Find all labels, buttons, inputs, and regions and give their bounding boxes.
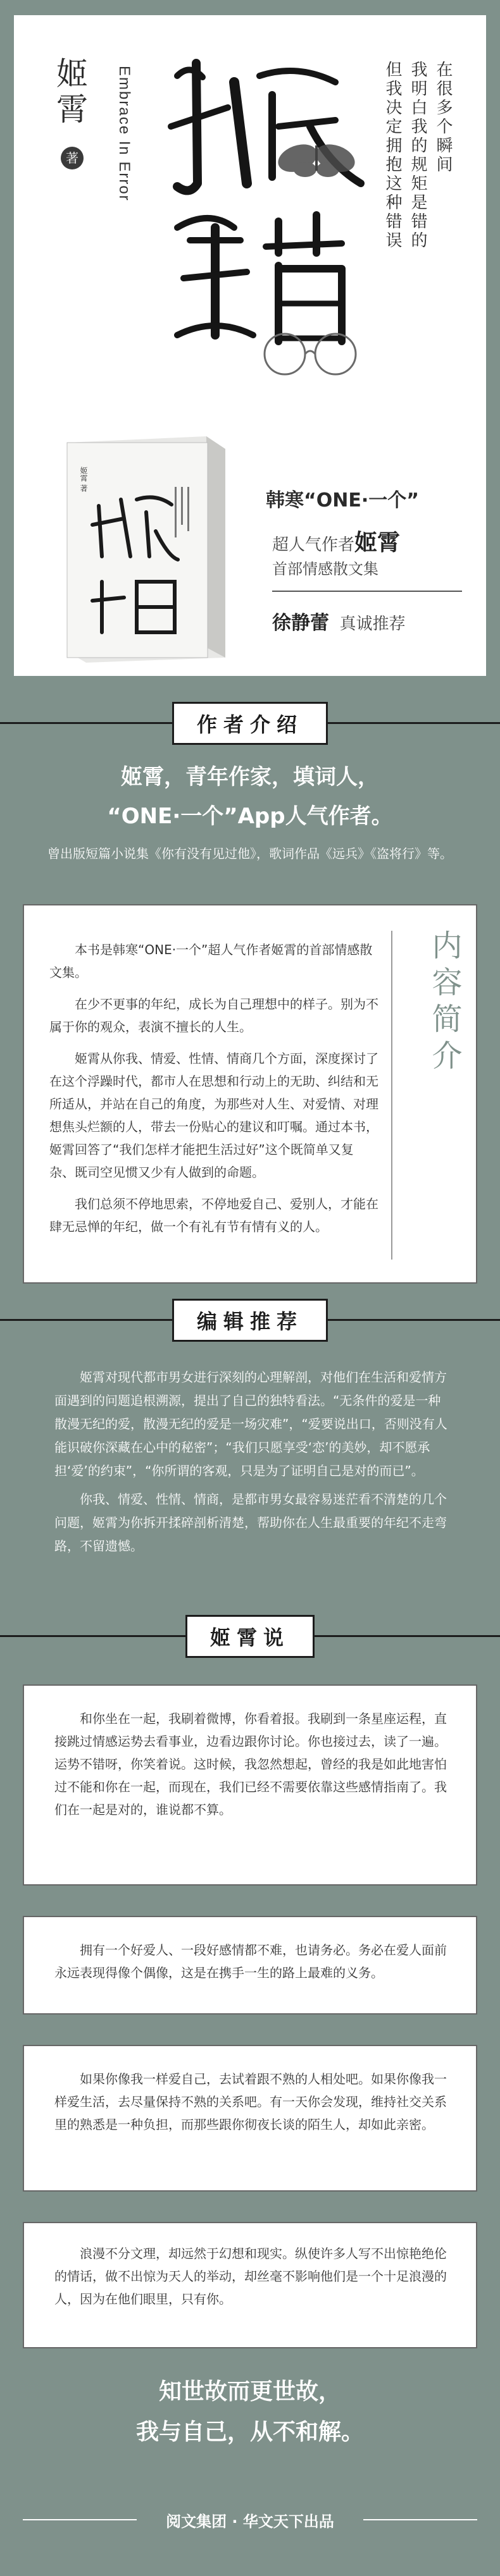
english-title: Embrace In Error bbox=[116, 66, 133, 202]
author-works: 曾出版短篇小说集《你有没有见过他》，歌词作品《远兵》《盗将行》等。 bbox=[47, 846, 453, 861]
tagline-two bbox=[272, 525, 400, 557]
intro-paragraph: 本书是韩寒“ONE·一个”超人气作者姬霄的首部情感散文集。 bbox=[49, 942, 373, 980]
section-title: 编辑推荐 bbox=[172, 1299, 328, 1342]
intro-divider bbox=[391, 931, 392, 1260]
section-title: 作者介绍 bbox=[172, 702, 328, 745]
quote-card bbox=[23, 1916, 477, 2015]
ending-slogan-line2: 我与自己，从不和解。 bbox=[135, 2419, 364, 2445]
quote-body bbox=[54, 2242, 448, 2319]
tagline-prefix: 超人气作者 bbox=[272, 536, 355, 555]
quote-text: 和你坐在一起，我刷着微博，你看着报。我刷到一条星座运程，直接跳过情感运势去看事业，边看边跟你讨论。你也接过去，读了一遍。运势不错呀，你笑着说。这时候，我忽然想起，曾经的我是如此地害怕过不能和你在一起，而现在，我们已经不需要依靠这些感情指南了。我们在一起是对的，谁说都不算。 bbox=[54, 1711, 447, 1817]
quotes-section-header bbox=[0, 1611, 500, 1662]
author-intro-line2: “ONE·一个”App人气作者。 bbox=[107, 804, 393, 829]
editor-text bbox=[54, 1366, 448, 1563]
footer-rule-right bbox=[363, 2519, 477, 2520]
tagline-one: 韩寒“ONE·一个” bbox=[266, 489, 419, 512]
editor-section-header bbox=[0, 1295, 500, 1346]
book-cover-author: 姬霄 著 bbox=[79, 467, 88, 492]
author-intro-line1: 姬霄，青年作家，填词人， bbox=[121, 764, 379, 790]
intro-text bbox=[49, 938, 378, 1247]
recommender-text: 真诚推荐 bbox=[339, 615, 406, 634]
author-badge: 著 bbox=[61, 147, 84, 169]
author-section-header bbox=[0, 698, 500, 749]
quote-card bbox=[23, 2222, 477, 2348]
tagline-author: 姬霄 bbox=[354, 530, 401, 556]
poem-line: 但我决定拥抱这种错误 bbox=[383, 61, 402, 250]
hero-poem bbox=[380, 61, 456, 250]
quote-text: 拥有一个好爱人、一段好感情都不难，也请务必。务必在爱人面前永远表现得像个偶像，这是在携手一生的路上最难的义务。 bbox=[54, 1942, 447, 1980]
intro-side-title: 内容简介 bbox=[427, 929, 462, 1076]
quote-text: 如果你像我一样爱自己，去试着跟不熟的人相处吧。如果你像我一样爱生活，去尽量保持不熟的关系吧。有一天你会发现，维持社交关系里的熟悉是一种负担，而那些跟你彻夜长谈的陌生人，却如此亲密。 bbox=[54, 2071, 447, 2132]
section-title: 姬霄说 bbox=[185, 1615, 315, 1658]
intro-card bbox=[23, 904, 477, 1284]
tagline-divider bbox=[272, 591, 462, 592]
recommender-name: 徐静蕾 bbox=[272, 612, 329, 634]
intro-paragraph: 在少不更事的年纪，成长为自己理想中的样子。别为不属于你的观众，表演不擅长的人生。 bbox=[49, 997, 378, 1034]
editor-paragraph: 你我、情爱、性情、情商，是都市男女最容易迷茫看不清楚的几个问题，姬霄为你拆开揉碎剖析清楚，帮助你在人生最重要的年纪不走弯路，不留遗憾。 bbox=[54, 1492, 447, 1554]
quote-card bbox=[23, 2045, 477, 2192]
quote-body bbox=[54, 2068, 448, 2145]
quote-text: 浪漫不分文理，却远然于幻想和现实。纵使许多人写不出惊艳绝伦的情话，做不出惊为天人的举动，却丝毫不影响他们是一个十足浪漫的人，因为在他们眼里，只有你。 bbox=[54, 2246, 447, 2307]
poem-line: 我明白我的规矩是错的 bbox=[408, 61, 427, 250]
poem-line: 在很多个瞬间 bbox=[434, 61, 453, 175]
quote-body bbox=[54, 1939, 448, 1993]
tagline-four bbox=[272, 607, 406, 635]
footer-publisher: 阅文集团 · 华文天下出品 bbox=[166, 2513, 334, 2530]
title-calligraphy-art bbox=[152, 38, 380, 379]
intro-paragraph: 我们总须不停地思索，不停地爱自己、爱别人，才能在肆无忌惮的年纪，做一个有礼有节有情有义的人。 bbox=[49, 1196, 378, 1234]
tagline-three: 首部情感散文集 bbox=[272, 560, 378, 578]
book-cover-image bbox=[42, 430, 263, 664]
quote-body bbox=[54, 1707, 448, 1830]
quote-card bbox=[23, 1684, 477, 1886]
intro-paragraph: 姬霄从你我、情爱、性情、情商几个方面，深度探讨了在这个浮躁时代，都市人在思想和行动上的无助、纠结和无所适从，并站在自己的角度，为那些对人生、对爱情、对理想焦头烂额的人，带去一份贴心的建议和叮嘱。通过本书，姬霄回答了“我们怎样才能把生活过好”这个既简单又复杂、既司空见惯又少有人做到的命题。 bbox=[49, 1051, 378, 1180]
author-name: 姬霄 bbox=[51, 57, 88, 128]
ending-slogan-line1: 知世故而更世故， bbox=[158, 2379, 341, 2405]
editor-paragraph: 姬霄对现代都市男女进行深刻的心理解剖，对他们在生活和爱情方面遇到的问题追根溯源，提出了自己的独特看法。“无条件的爱是一种散漫无纪的爱，散漫无纪的爱是一场灾难”，“爱要说出口，否则没有人能识破你深藏在心中的秘密”；“我们只愿享受‘恋’的美妙，却不愿承担‘爱’的约束”，“你所谓的客观，只是为了证明自己是对的而已”。 bbox=[54, 1370, 447, 1478]
